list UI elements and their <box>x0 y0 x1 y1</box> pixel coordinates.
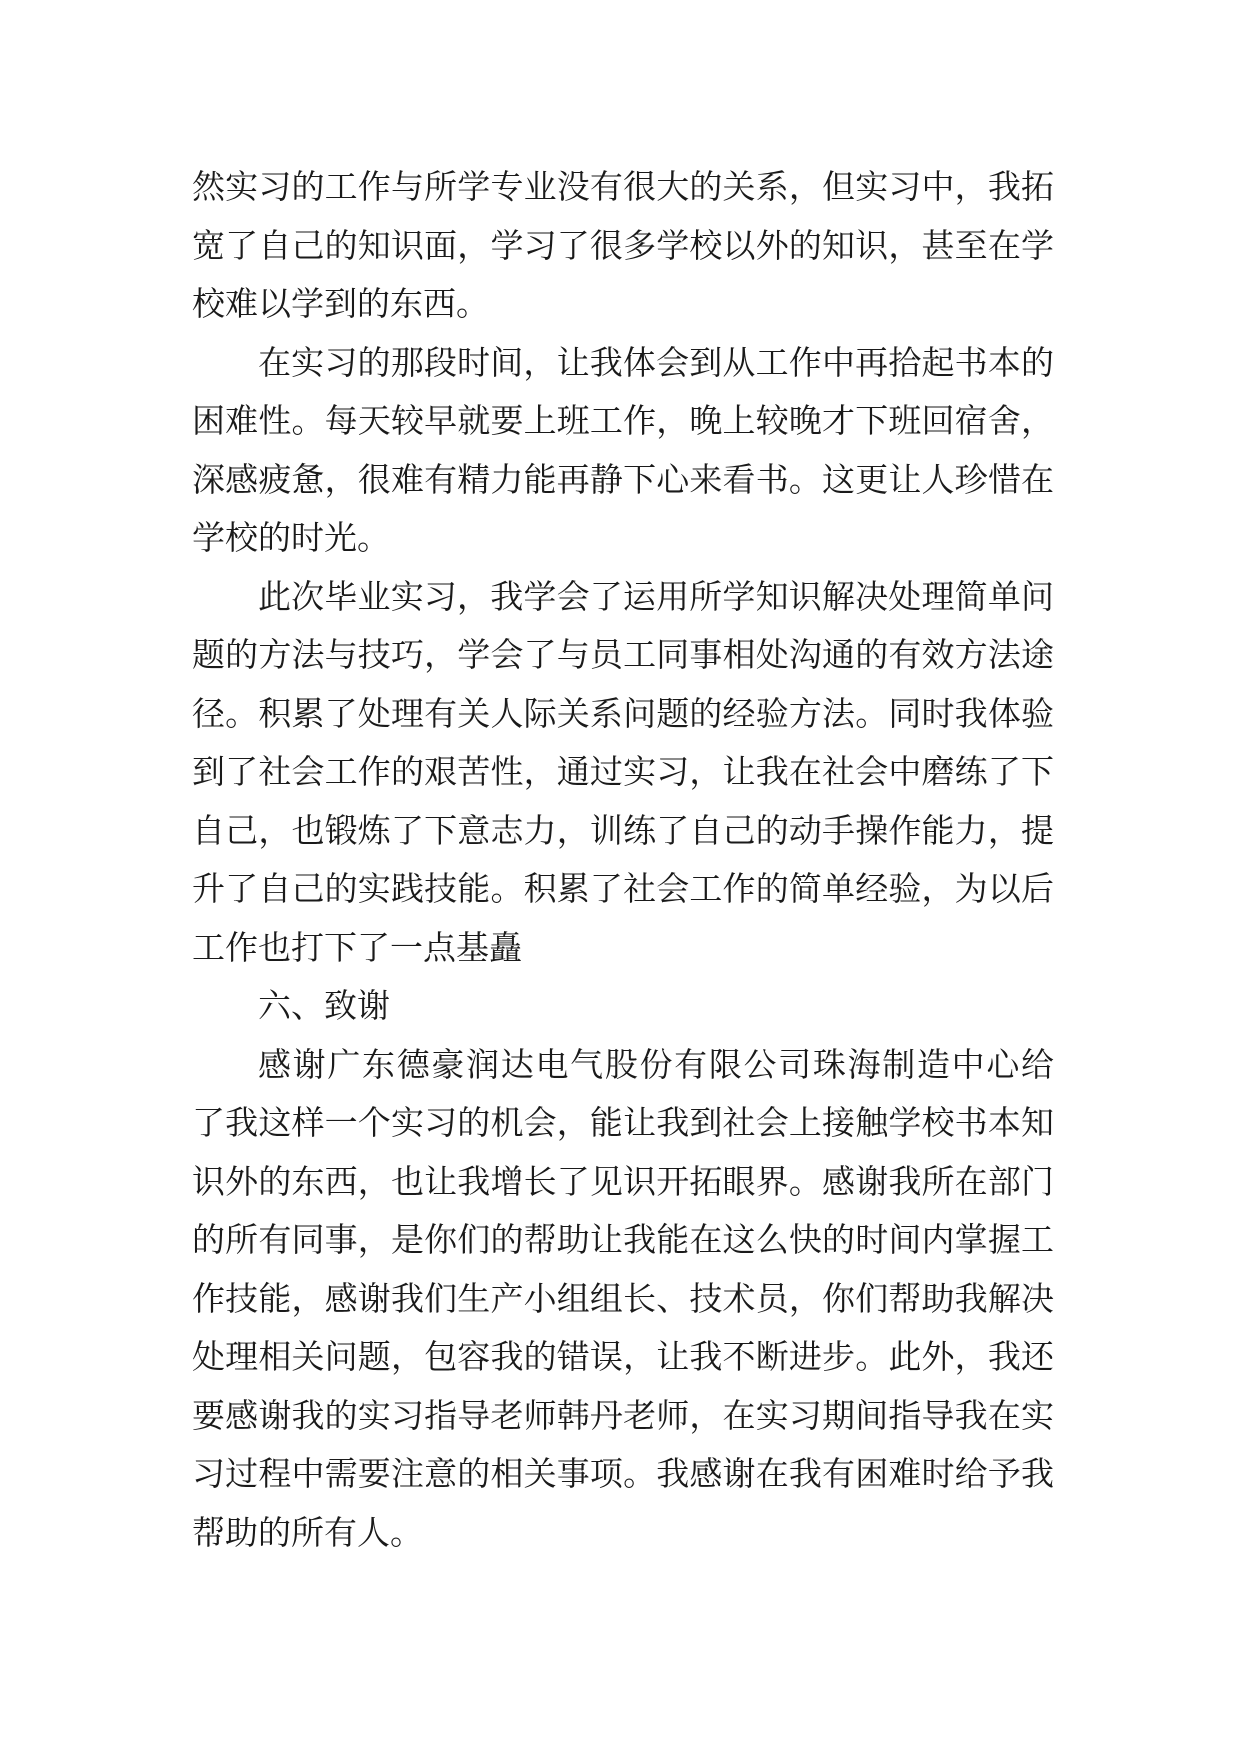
text-line: 了我这样一个实习的机会，能让我到社会上接触学校书本知 <box>192 1103 1054 1142</box>
text-line: 升了自己的实践技能。积累了社会工作的简单经验，为以后 <box>192 869 1054 908</box>
body-text <box>192 158 1054 1562</box>
text-line: 自己，也锻炼了下意志力，训练了自己的动手操作能力，提 <box>192 810 1054 850</box>
text-line: 到了社会工作的艰苦性，通过实习，让我在社会中磨练了下 <box>192 752 1054 791</box>
text-line: 要感谢我的实习指导老师韩丹老师，在实习期间指导我在实 <box>192 1395 1054 1435</box>
section-heading: 六、致谢 <box>258 986 390 1025</box>
paragraph-first-line: 此次毕业实习，我学会了运用所学知识解决处理简单问 <box>258 576 1054 616</box>
text-line: 识外的东西，也让我增长了见识开拓眼界。感谢我所在部门 <box>192 1161 1054 1201</box>
text-line: 题的方法与技巧，学会了与员工同事相处沟通的有效方法途 <box>192 635 1054 674</box>
text-line: 径。积累了处理有关人际关系问题的经验方法。同时我体验 <box>192 693 1054 733</box>
text-line: 处理相关问题，包容我的错误，让我不断进步。此外，我还 <box>192 1337 1054 1376</box>
text-line: 然实习的工作与所学专业没有很大的关系，但实习中，我拓 <box>192 167 1054 206</box>
text-line: 作技能，感谢我们生产小组组长、技术员，你们帮助我解决 <box>192 1278 1054 1318</box>
text-line: 帮助的所有人。 <box>192 1512 423 1552</box>
text-line: 习过程中需要注意的相关事项。我感谢在我有困难时给予我 <box>192 1454 1054 1493</box>
paragraph-first-line: 感谢广东德豪润达电气股份有限公司珠海制造中心给 <box>258 1044 1054 1084</box>
text-line: 学校的时光。 <box>192 518 390 557</box>
text-line: 校难以学到的东西。 <box>192 284 489 323</box>
text-line: 工作也打下了一点基矗 <box>192 927 522 967</box>
text-line: 宽了自己的知识面，学习了很多学校以外的知识，甚至在学 <box>192 225 1054 265</box>
text-line: 困难性。每天较早就要上班工作，晚上较晚才下班回宿舍， <box>192 401 1054 440</box>
text-line: 深感疲惫，很难有精力能再静下心来看书。这更让人珍惜在 <box>192 459 1054 499</box>
text-line: 的所有同事，是你们的帮助让我能在这么快的时间内掌握工 <box>192 1220 1054 1259</box>
paragraph-first-line: 在实习的那段时间，让我体会到从工作中再拾起书本的 <box>258 342 1054 382</box>
